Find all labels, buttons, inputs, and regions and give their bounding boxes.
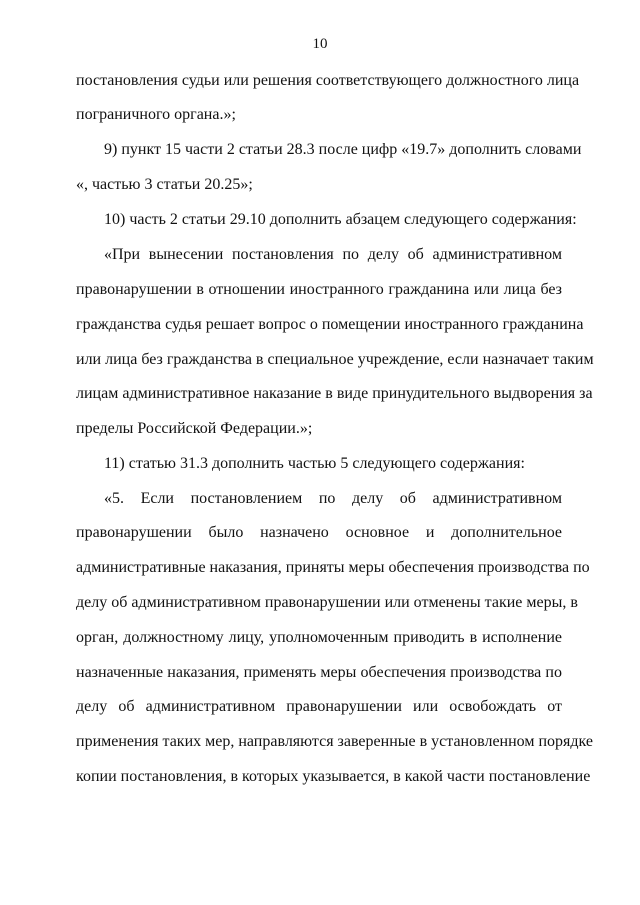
text-line: пограничного органа.»;: [76, 106, 236, 123]
text-line: гражданства судья решает вопрос о помещении иностранного гражданина: [76, 316, 584, 333]
text-line: делу об административном правонарушении или отменены такие меры, в: [76, 594, 578, 611]
text-line: «При вынесении постановления по делу об административном: [104, 246, 562, 263]
text-line: 9) пункт 15 части 2 статьи 28.3 после цифр «19.7» дополнить словами: [104, 141, 582, 158]
text-line: административные наказания, приняты меры обеспечения производства по: [76, 559, 590, 576]
text-line: пределы Российской Федерации.»;: [76, 420, 313, 437]
text-line: постановления судьи или решения соответствующего должностного лица: [76, 72, 580, 89]
text-line: правонарушении было назначено основное и дополнительное: [76, 524, 562, 541]
text-line: применения таких мер, направляются заверенные в установленном порядке: [76, 733, 594, 750]
text-line: назначенные наказания, применять меры обеспечения производства по: [76, 664, 562, 681]
text-line: «5. Если постановлением по делу об административном: [104, 490, 562, 507]
text-line: орган, должностному лицу, уполномоченным приводить в исполнение: [76, 629, 562, 646]
text-line: «, частью 3 статьи 20.25»;: [76, 176, 253, 193]
text-line: 10) часть 2 статьи 29.10 дополнить абзацем следующего содержания:: [104, 211, 577, 228]
text-line: делу об административном правонарушении или освобождать от: [76, 698, 562, 715]
text-line: копии постановления, в которых указывается, в какой части постановление: [76, 768, 591, 785]
text-line: правонарушении в отношении иностранного гражданина или лица без: [76, 281, 562, 298]
page-number: 10: [312, 36, 328, 52]
text-line: или лица без гражданства в специальное учреждение, если назначает таким: [76, 351, 594, 368]
text-line: 11) статью 31.3 дополнить частью 5 следующего содержания:: [104, 455, 525, 472]
text-line: лицам административное наказание в виде принудительного выдворения за: [76, 385, 593, 402]
